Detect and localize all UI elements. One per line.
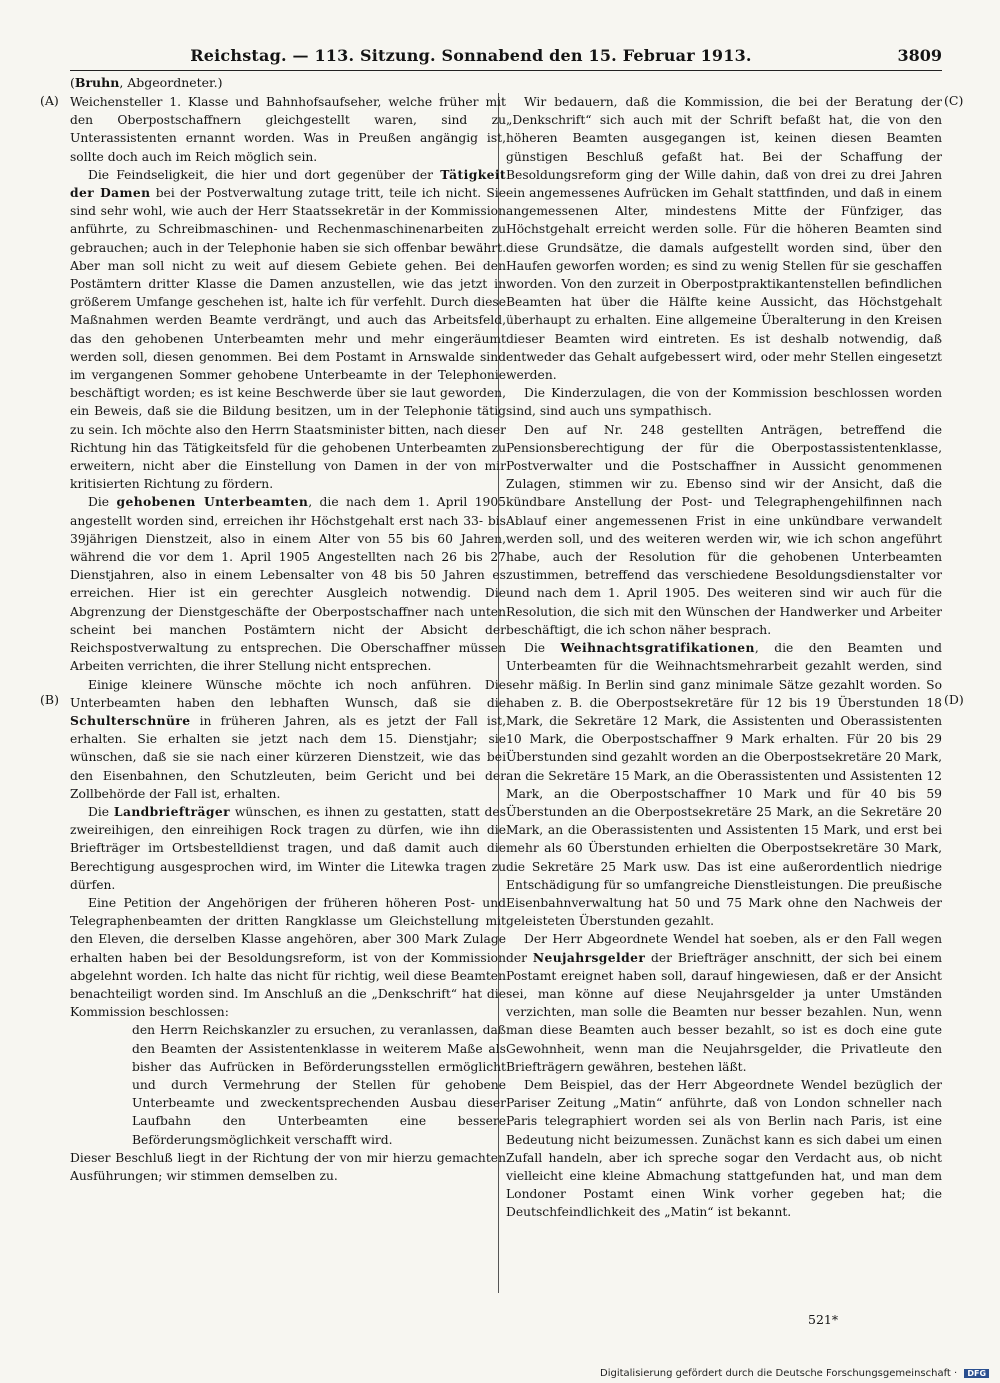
speaker-line: (Bruhn, Abgeordneter.) [70,75,223,90]
paragraph: Wir bedauern, daß die Kommission, die bei der Beratung der „Denkschrift“ sich auch mit der Schrift befaßt hat, die von den höheren Beamten ausgegangen ist, keinen diesen Beamten günstigen Beschluß gefaßt hat. Bei der Schaffung der Besoldungsreform ging der Wille dahin, daß von drei zu drei Jahren ein angemessenes Aufrücken im Gehalt stattfinden, und daß in einem angemessenen Alter, mindestens Mitte der Fünfziger, das Höchstgehalt erreicht werden solle. Für die höheren Beamten sind diese Grundsätze, die damals aufgestellt worden sind, über den Haufen geworfen worden; es sind zu wenig Stellen für sie geschaffen worden. Von den zurzeit in Oberpostpraktikantenstellen befindlichen Beamten hat über die Hälfte keine Aussicht, das Höchstgehalt überhaupt zu erhalten. Eine allgemeine Überalterung in den Kreisen dieser Beamten wird eintreten. Es ist deshalb notwendig, daß entweder das Gehalt aufgebessert wird, oder mehr Stellen eingesetzt werden. [506,95,942,383]
emphasis: Tätigkeit der Damen [70,166,506,201]
margin-marker-a: (A) [40,93,59,108]
margin-marker-c: (C) [944,93,964,108]
paragraph: Den auf Nr. 248 gestellten Anträgen, betreffend die Pensionsberechtigung der für die Oberpostassistentenklasse, Postverwalter und die Postschaffner in Aussicht genommenen Zulagen, stimmen wir zu. Ebenso sind wir der Ansicht, daß die kündbare Anstellung der Post- und Telegraphengehilfinnen nach Ablauf einer angemessenen Frist in eine unkündbare verwandelt werden soll, und des weiteren werden wir, wie ich schon angeführt habe, auch der Resolution für die gehobenen Unterbeamten zustimmen, betreffend das verschiedene Besoldungsdienstalter vor und nach dem 1. April 1905. Des weiteren sind wir auch für die Resolution, die sich mit den Wünschen der Handwerker und Arbeiter beschäftigt, die ich schon näher besprach. [506,422,942,637]
header-title: Reichstag. — 113. Sitzung. Sonnabend den 15. Februar 1913. [190,46,752,65]
paragraph: Die Feindseligkeit, die hier und dort gegenüber der Tätigkeit der Damen bei der Postverwaltung zutage tritt, teile ich nicht. Sie sind sehr wohl, wie auch der Herr Staatssekretär in der Kommission anführte, zu Schreibmaschinen- und Rechenmaschinenarbeiten zu gebrauchen; auch in der Telephonie haben sie sich offenbar bewährt. Aber man soll nicht zu weit auf diesem Gebiete gehen. Bei den Postämtern dritter Klasse die Damen anzustellen, wie das jetzt in größerem Umfange geschehen ist, halte ich für verfehlt. Durch diese Maßnahmen werden Beamte verdrängt, und auch das Arbeitsfeld, das den gehobenen Unterbeamten mehr und mehr eingeräumt werden soll, diesen genommen. Bei dem Postamt in Arnswalde sind im vergangenen Sommer gehobene Unterbeamte in der Telephonie beschäftigt worden; es ist keine Beschwerde über sie laut geworden, ein Beweis, daß sie die Bildung besitzen, um in der Telephonie tätig zu sein. Ich möchte also den Herrn Staatsminister bitten, nach dieser Richtung hin das Tätigkeitsfeld für die gehobenen Unterbeamten zu erweitern, nicht aber die Einstellung von Damen in der von mir kritisierten Richtung zu fördern. [70,166,506,492]
footer-text: Digitalisierung gefördert durch die Deutsche Forschungsgemeinschaft · [600,1368,958,1379]
paragraph: Die Landbriefträger wünschen, es ihnen zu gestatten, statt des zweireihigen, den einreihigen Rock tragen zu dürfen, wie ihn die Briefträger im Ortsbestelldienst tragen, und daß damit auch die Berechtigung ausgesprochen wird, im Winter die Litewka tragen zu dürfen. [70,803,506,892]
right-column [506,93,942,1307]
signature-mark: 521* [808,1312,839,1327]
margin-marker-d: (D) [944,692,964,707]
paragraph: Der Herr Abgeordnete Wendel hat soeben, als er den Fall wegen der Neujahrsgelder der Briefträger anschnitt, der sich bei einem Postamt ereignet haben soll, darauf hingewiesen, daß er der Ansicht sei, man könne auf diese Neujahrsgelder ja unter Umständen verzichten, man solle die Beamten nur besser bezahlen. Nun, wenn man diese Beamten auch besser bezahlt, so ist es doch eine gute Gewohnheit, wenn man die Neujahrsgelder, die Privatleute den Briefträgern gewähren, bestehen läßt. [506,932,942,1074]
paragraph: Die Weihnachtsgratifikationen, die den Beamten und Unterbeamten für die Weihnachtsmehrarbeit gezahlt werden, sind sehr mäßig. In Berlin sind ganz minimale Sätze gezahlt worden. So haben z. B. die Oberpostsekretäre für 12 bis 19 Überstunden 18 Mark, die Sekretäre 12 Mark, die Assistenten und Oberassistenten 10 Mark, die Oberpostschaffner 9 Mark erhalten. Für 20 bis 29 Überstunden sind gezahlt worden an die Oberpostsekretäre 20 Mark, an die Sekretäre 15 Mark, an die Oberassistenten und Assistenten 12 Mark, an die Oberpostschaffner 10 Mark und für 40 bis 59 Überstunden an die Oberpostsekretäre 25 Mark, an die Sekretäre 20 Mark, an die Oberassistenten und Assistenten 15 Mark, und erst bei mehr als 60 Überstunden erhielten die Oberpostsekretäre 30 Mark, die Sekretäre 25 Mark usw. Das ist eine außerordentlich niedrige Entschädigung für so umfangreiche Dienstleistungen. Die preußische Eisenbahnverwaltung hat 50 und 75 Mark ohne den Nachweis der geleisteten Überstunden gezahlt. [506,640,942,929]
paragraph: Die Kinderzulagen, die von der Kommission beschlossen worden sind, sind auch uns sympathisch. [506,386,942,419]
emphasis: gehobenen Unterbeamten [116,494,309,510]
speaker-role: , Abgeordneter.) [119,75,223,90]
paragraph: Weichensteller 1. Klasse und Bahnhofsaufseher, welche früher mit den Oberpostschaffnern gleichgestellt waren, sind zu Unterassistenten ernannt worden. Was in Preußen angängig ist, sollte doch auch im Reich möglich sein. [70,95,506,164]
page-header [70,46,942,71]
speaker-name: Bruhn [74,75,120,90]
resolution-quote: den Herrn Reichskanzler zu ersuchen, zu veranlassen, daß den Beamten der Assistentenklasse in weiterem Maße als bisher das Aufrücken in Beförderungsstellen ermöglicht und durch Vermehrung der Stellen für gehobene Unterbeamte und zweckentsprechenden Ausbau dieser Laufbahn den Unterbeamten eine bessere Beförderungsmöglichkeit verschafft wird. [132,1023,506,1147]
paragraph: Die gehobenen Unterbeamten, die nach dem 1. April 1905 angestellt worden sind, erreichen ihr Höchstgehalt erst nach 33- bis 39jährigen Dienstzeit, also in einem Alter von 55 bis 60 Jahren, während die vor dem 1. April 1905 Angestellten nach 26 bis 27 Dienstjahren, also in einem Lebensalter von 48 bis 50 Jahren es erreichen. Hier ist ein gerechter Ausgleich notwendig. Die Abgrenzung der Dienstgeschäfte der Oberpostschaffner nach unten scheint bei manchen Postämtern nicht der Absicht der Reichspostverwaltung zu entsprechen. Die Oberschaffner müssen Arbeiten verrichten, die ihrer Stellung nicht entsprechen. [70,494,506,674]
dfg-logo: DFG [964,1369,989,1378]
left-column [70,93,506,1307]
paragraph: Einige kleinere Wünsche möchte ich noch anführen. Die Unterbeamten haben den lebhaften Wunsch, daß sie die Schulterschnüre in früheren Jahren, als es jetzt der Fall ist, erhalten. Sie erhalten sie jetzt nach dem 15. Dienstjahr; sie wünschen, daß sie sie nach einer kürzeren Dienstzeit, wie das bei den Eisenbahnen, den Schutzleuten, beim Gericht und bei der Zollbehörde der Fall ist, erhalten. [70,677,506,801]
emphasis: Weihnachtsgratifikationen [560,640,755,656]
emphasis: Neujahrsgelder [532,949,646,965]
emphasis: Landbriefträger [113,803,230,819]
paragraph: Dieser Beschluß liegt in der Richtung der von mir hierzu gemachten Ausführungen; wir stimmen demselben zu. [70,1150,506,1183]
emphasis: Schulterschnüre [70,712,191,728]
page-number: 3809 [897,46,942,65]
digitization-footer [600,1368,989,1379]
margin-marker-b: (B) [40,692,59,707]
paragraph: Eine Petition der Angehörigen der früheren höheren Post- und Telegraphenbeamten der dritten Rangklasse um Gleichstellung mit den Eleven, die derselben Klasse angehören, aber 300 Mark Zulage erhalten haben bei der Besoldungsreform, ist von der Kommission abgelehnt worden. Ich halte das nicht für richtig, weil diese Beamten benachteiligt worden sind. Im Anschluß an die „Denkschrift“ hat die Kommission beschlossen: [70,895,506,1020]
paragraph: Dem Beispiel, das der Herr Abgeordnete Wendel bezüglich der Pariser Zeitung „Matin“ anführte, daß von London schneller nach Paris telegraphiert worden sei als von Berlin nach Paris, ist eine Bedeutung nicht beizumessen. Zunächst kann es sich dabei um einen Zufall handeln, aber ich spreche sogar den Verdacht aus, ob nicht vielleicht eine kleine Abmachung stattgefunden hat, und man dem Londoner Postamt einen Wink vorher gegeben hat; die Deutschfeindlichkeit des „Matin“ ist bekannt. [506,1077,942,1220]
